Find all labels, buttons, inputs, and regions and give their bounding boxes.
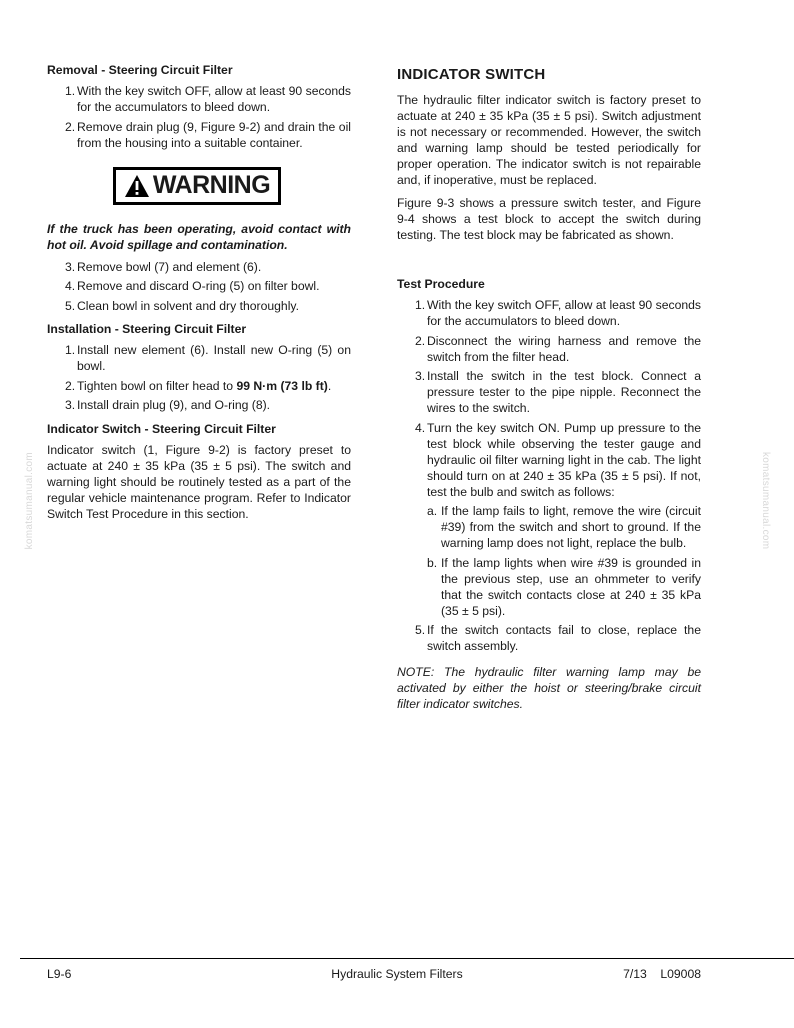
warning-triangle-icon [124,174,150,198]
watermark-right: komatsumanual.com [760,452,771,550]
footer-section-title: Hydraulic System Filters [331,967,463,981]
page-number: L9-6 [47,967,72,981]
removal-steps-second [47,259,351,314]
installation-heading: Installation - Steering Circuit Filter [47,322,247,336]
list-item: 2. Remove drain plug (9, Figure 9-2) and drain the oil from the housing into a suitable container. [65,119,351,150]
indicator-switch-heading: Indicator Switch - Steering Circuit Filter [47,421,276,436]
list-item: 3. Install the switch in the test block. Connect a pressure tester to the pipe nipple. Reconnect the wires to the switch. [415,369,701,415]
removal-steps-first [47,83,351,151]
list-item: 2. Tighten bowl on filter head to 99 N·m (73 lb ft). [65,378,332,393]
list-item: 5. If the switch contacts fail to close, replace the switch assembly. [415,623,701,653]
torque-value: 99 N·m (73 lb ft) [236,378,328,393]
note-text: NOTE: The hydraulic filter warning lamp may be activated by either the hoist or steering/brake circuit filter indicator switches. [397,665,701,711]
list-item: 1. With the key switch OFF, allow at least 90 seconds for the accumulators to bleed down. [65,84,351,114]
list-item: 1. With the key switch OFF, allow at least 90 seconds for the accumulators to bleed down. [415,298,701,328]
footer-date-code: 7/13 L09008 [623,967,701,981]
list-item: 1. Install new element (6). Install new O-ring (5) on bowl. [65,343,351,373]
figure-reference-paragraph: Figure 9-3 shows a pressure switch tester, and Figure 9-4 shows a test block to accept the switch during testing. The test block may be fabricated as shown. [397,196,701,242]
warning-label: WARNING [152,171,271,199]
watermark-left: komatsumanual.com [24,452,35,550]
list-item: 5. Clean bowl in solvent and dry thoroughly. [65,298,299,313]
right-column [397,62,701,712]
footer-divider [20,958,794,959]
test-procedure-steps [397,297,701,500]
intro-paragraph: The hydraulic filter indicator switch is factory preset to actuate at 240 ± 35 kPa (35 ± 5 psi). Switch adjustment is not necessary or recommended. However, the switch and warning lamp should be tested periodically for proper operation. The indicator switch is not repairable and, if inoperative, must be replaced. [397,93,701,187]
removal-heading: Removal - Steering Circuit Filter [47,63,233,77]
warning-box [113,167,281,205]
section-title: INDICATOR SWITCH [397,66,546,83]
list-item: b. If the lamp lights when wire #39 is grounded in the previous step, use an ohmmeter to verify that the switch contacts close at 240 ± 35 kPa (35 ± 5 psi). [427,555,701,618]
test-procedure-heading: Test Procedure [397,277,485,291]
test-procedure-substeps [397,503,701,619]
list-item: 3. Install drain plug (9), and O-ring (8). [65,398,271,412]
list-item: 2. Disconnect the wiring harness and remove the switch from the filter head. [415,333,701,364]
left-column [47,62,351,529]
indicator-switch-paragraph: Indicator switch (1, Figure 9-2) is factory preset to actuate at 240 ± 35 kPa (35 ± 5 psi). The switch and warning light should be routinely tested as a part of the regular vehicle maintenance program. Refer to Indicator Switch Test Procedure in this section. [47,442,351,521]
list-item: 4. Remove and discard O-ring (5) on filter bowl. [65,279,320,293]
list-item: 3. Remove bowl (7) and element (6). [65,259,262,274]
list-item: a. If the lamp fails to light, remove the wire (circuit #39) from the switch and short to ground. If the warning lamp does not light, replace the bulb. [427,504,701,550]
warning-text: If the truck has been operating, avoid contact with hot oil. Avoid spillage and contamination. [47,221,351,252]
torque-text: Tighten bowl on filter head to [77,378,237,393]
list-item: 4. Turn the key switch ON. Pump up pressure to the test block while observing the tester gauge and hydraulic oil filter warning light in the cab. The light should turn on at 240 ± 35 kPa (35 ± 5 psi). If not, test the bulb and switch as follows: [415,420,701,499]
